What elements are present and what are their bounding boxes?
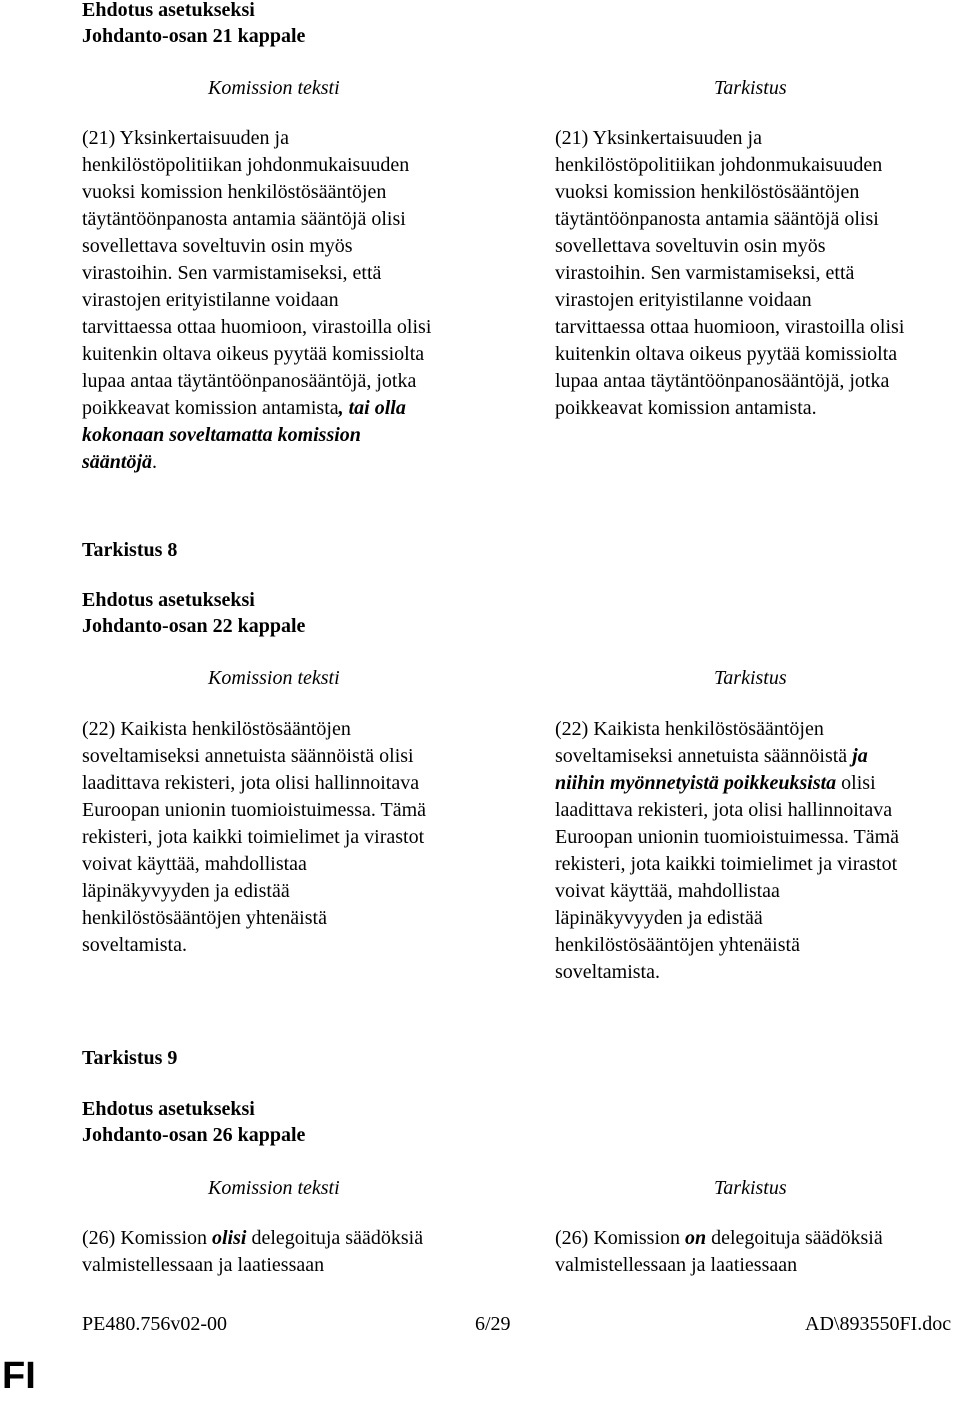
language-code: FI [2,1355,36,1397]
commission-text-paragraph: (26) Komission olisi delegoituja säädöksiä valmistellessaan ja laatiessaan [82,1227,424,1276]
reference-heading: Johdanto-osan 22 kappale [82,615,306,637]
added-text: , tai olla kokonaan soveltamatta komission sääntöjä [82,397,406,473]
proposal-heading: Ehdotus asetukseksi [82,1098,255,1120]
commission-text-title: Komission teksti [208,667,340,689]
commission-text-title: Komission teksti [208,77,340,99]
added-text: on [685,1227,707,1249]
amendment-number: Tarkistus 8 [82,539,178,561]
commission-text-title: Komission teksti [208,1177,340,1199]
document-reference: PE480.756v02-00 [82,1313,227,1335]
commission-text-paragraph: (22) Kaikista henkilöstösääntöjen soveltamiseksi annetuista säännöistä olisi laadittava rekisteri, jota olisi hallinnoitava Euroopan unionin tuomioistuimessa. Tämä rekisteri, jota kaikki toimielimet ja virastot voivat käyttää, mahdollistaa läpinäkyvyyden ja edistää henkilöstösääntöjen yhtenäistä soveltamista. [82,718,427,956]
proposal-heading: Ehdotus asetukseksi [82,0,255,21]
page-number: 6/29 [475,1313,511,1335]
deleted-text: olisi [212,1227,247,1249]
amendment-paragraph: (26) Komission on delegoituja säädöksiä valmistellessaan ja laatiessaan [555,1227,883,1276]
added-text: ja niihin myönnetyistä poikkeuksista [555,745,868,794]
amendment-number: Tarkistus 9 [82,1047,178,1069]
file-name: AD\893550FI.doc [805,1313,952,1335]
amendment-title: Tarkistus [714,77,787,99]
amendment-paragraph: (21) Yksinkertaisuuden ja henkilöstöpolitiikan johdonmukaisuuden vuoksi komission henkilöstösääntöjen täytäntöönpanosta antamia sääntöjä olisi sovellettava soveltuvin osin myös virastoihin. Sen varmistamiseksi, että virastojen erityistilanne voidaan tarvittaessa ottaa huomioon, virastoilla olisi kuitenkin oltava oikeus pyytää komissiolta lupaa antaa täytäntöönpanosääntöjä, jotka poikkeavat komission antamista. [555,127,905,419]
commission-text-paragraph: (21) Yksinkertaisuuden ja henkilöstöpolitiikan johdonmukaisuuden vuoksi komission henkilöstösääntöjen täytäntöönpanosta antamia sääntöjä olisi sovellettava soveltuvin osin myös virastoihin. Sen varmistamiseksi, että virastojen erityistilanne voidaan tarvittaessa ottaa huomioon, virastoilla olisi kuitenkin oltava oikeus pyytää komissiolta lupaa antaa täytäntöönpanosääntöjä, jotka poikkeavat komission antamista, tai olla kokonaan soveltamatta komission sääntöjä. [82,127,432,473]
reference-heading: Johdanto-osan 26 kappale [82,1124,306,1146]
proposal-heading: Ehdotus asetukseksi [82,589,255,611]
amendment-paragraph: (22) Kaikista henkilöstösääntöjen soveltamiseksi annetuista säännöistä ja niihin myönnetyistä poikkeuksista olisi laadittava rekisteri, jota olisi hallinnoitava Euroopan unionin tuomioistuimessa. Tämä rekisteri, jota kaikki toimielimet ja virastot voivat käyttää, mahdollistaa läpinäkyvyyden ja edistää henkilöstösääntöjen yhtenäistä soveltamista. [555,718,900,983]
amendment-title: Tarkistus [714,1177,787,1199]
amendment-title: Tarkistus [714,667,787,689]
reference-heading: Johdanto-osan 21 kappale [82,25,306,47]
